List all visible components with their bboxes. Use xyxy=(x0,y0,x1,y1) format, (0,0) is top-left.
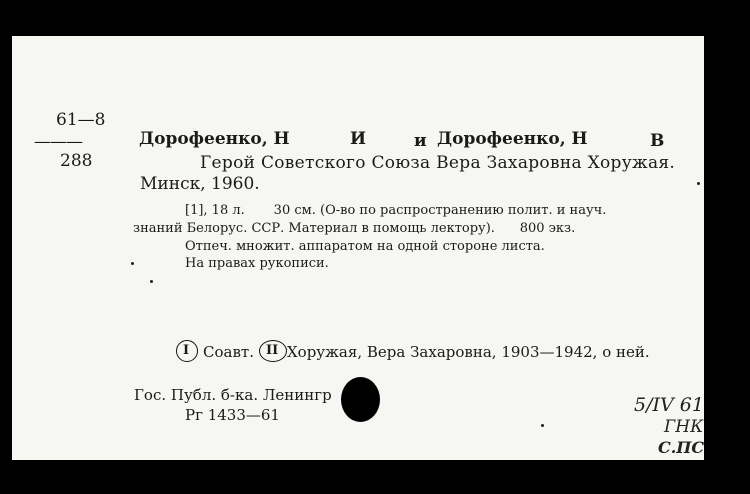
shelfmark-dash: ——— xyxy=(34,132,82,152)
note-2: На правах рукописи. xyxy=(185,256,329,271)
speck xyxy=(541,424,544,427)
tracing-part-2: Хоружая, Вера Захаровна, 1903—1942, о ней. xyxy=(287,343,650,361)
speck xyxy=(131,262,134,265)
heading-author-1: Дорофеенко, Н xyxy=(139,129,290,149)
physical-line-1: [1], 18 л. 30 см. (О-во по распространению полит. и науч. xyxy=(185,203,607,218)
ink-blot xyxy=(341,377,380,422)
heading-conjunction: и xyxy=(414,131,427,151)
heading-initial-2: В xyxy=(650,131,665,151)
speck xyxy=(697,182,700,185)
shelfmark-bottom: 288 xyxy=(60,151,93,171)
handwritten-mark-2: С.ПС xyxy=(658,438,705,457)
heading-initial-1: И xyxy=(350,129,367,149)
tracing-part-1: Соавт. xyxy=(203,343,254,361)
holder-line-1: Гос. Публ. б-ка. Ленингр xyxy=(134,386,332,404)
imprint: Минск, 1960. xyxy=(140,174,260,194)
heading-author-2: Дорофеенко, Н xyxy=(437,129,588,149)
tracing-marker-1-label: I xyxy=(183,343,190,358)
handwritten-date: 5/IV 61 xyxy=(634,394,704,416)
shelfmark-top: 61—8 xyxy=(56,110,106,130)
speck xyxy=(150,280,153,283)
tracing-marker-2-label: II xyxy=(266,343,279,358)
physical-line-2: знаний Белорус. ССР. Материал в помощь лектору). 800 экз. xyxy=(133,221,576,236)
note-1: Отпеч. множит. аппаратом на одной стороне листа. xyxy=(185,239,545,254)
handwritten-mark-1: ГНК xyxy=(664,417,704,437)
holder-line-2: Рг 1433—61 xyxy=(185,406,280,424)
title-line: Герой Советского Союза Вера Захаровна Хоружая. xyxy=(200,153,676,173)
